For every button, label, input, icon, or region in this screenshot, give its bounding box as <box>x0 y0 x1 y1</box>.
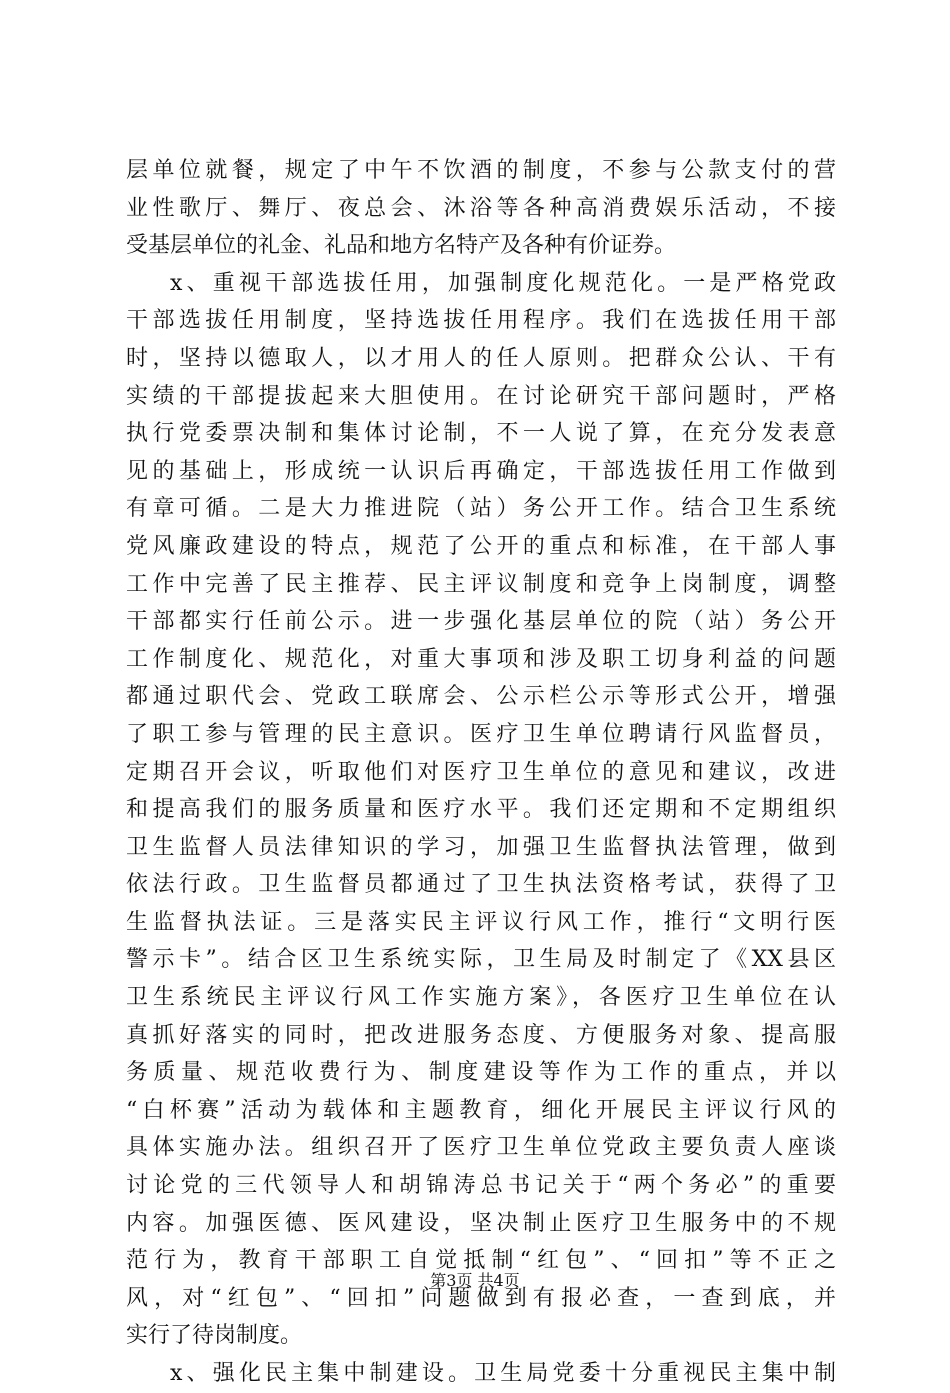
text-line: 依法行政。卫生监督员都通过了卫生执法资格考试，获得了卫 <box>126 872 836 898</box>
page-footer <box>0 1268 950 1291</box>
text-line: 实行了待岗制度。 <box>126 1323 303 1349</box>
page-number-label: 第3页 共4页 <box>430 1271 520 1290</box>
text-line: 内容。加强医德、医风建设，坚决制止医疗卫生服务中的不规 <box>126 1210 836 1236</box>
text-line: 工作中完善了民主推荐、民主评议制度和竞争上岗制度，调整 <box>126 571 836 597</box>
text-line: 讨论党的三代领导人和胡锦涛总书记关于“两个务必”的重要 <box>126 1173 836 1199</box>
text-line: 都通过职代会、党政工联席会、公示栏公示等形式公开，增强 <box>126 684 836 710</box>
text-line: 和提高我们的服务质量和医疗水平。我们还定期和不定期组织 <box>126 797 836 823</box>
text-line: 干部选拔任用制度，坚持选拔任用程序。我们在选拔任用干部 <box>126 308 836 334</box>
text-line: 干部都实行任前公示。进一步强化基层单位的院（站）务公开 <box>126 609 836 635</box>
text-line: 实绩的干部提拔起来大胆使用。在讨论研究干部问题时，严格 <box>126 383 836 409</box>
text-line: 见的基础上，形成统一认识后再确定，干部选拔任用工作做到 <box>126 458 836 484</box>
text-line: 务质量、规范收费行为、制度建设等作为工作的重点，并以 <box>126 1060 836 1086</box>
text-line: 执行党委票决制和集体讨论制，不一人说了算，在充分发表意 <box>126 421 836 447</box>
text-line: “白杯赛”活动为载体和主题教育，细化开展民主评议行风的 <box>126 1097 836 1123</box>
paragraph-start-line: x、强化民主集中制建设。卫生局党委十分重视民主集中制 <box>170 1361 836 1386</box>
text-line: 警示卡”。结合区卫生系统实际，卫生局及时制定了《XX县区 <box>126 947 836 973</box>
text-line: 党风廉政建设的特点，规范了公开的重点和标准，在干部人事 <box>126 533 836 559</box>
text-line: 生监督执法证。三是落实民主评议行风工作，推行“文明行医 <box>126 909 836 935</box>
paragraph-start-line: x、重视干部选拔任用，加强制度化规范化。一是严格党政 <box>170 270 836 296</box>
text-line: 卫生系统民主评议行风工作实施方案》，各医疗卫生单位在认 <box>126 985 836 1011</box>
text-line: 定期召开会议，听取他们对医疗卫生单位的意见和建议，改进 <box>126 759 836 785</box>
text-line: 风，对“红包”、“回扣”问题做到有报必查，一查到底，并 <box>126 1285 836 1311</box>
text-line: 受基层单位的礼金、礼品和地方名特产及各种有价证券。 <box>126 233 677 259</box>
text-line: 卫生监督人员法律知识的学习，加强卫生监督执法管理，做到 <box>126 834 836 860</box>
text-line: 工作制度化、规范化，对重大事项和涉及职工切身利益的问题 <box>126 646 836 672</box>
text-line: 有章可循。二是大力推进院（站）务公开工作。结合卫生系统 <box>126 496 836 522</box>
document-body <box>126 152 836 1393</box>
text-line: 了职工参与管理的民主意识。医疗卫生单位聘请行风监督员， <box>126 721 836 747</box>
text-line: 时，坚持以德取人，以才用人的任人原则。把群众公认、干有 <box>126 345 836 371</box>
text-line: 具体实施办法。组织召开了医疗卫生单位党政主要负责人座谈 <box>126 1135 836 1161</box>
text-line: 层单位就餐，规定了中午不饮酒的制度，不参与公款支付的营 <box>126 158 836 183</box>
text-line: 业性歌厅、舞厅、夜总会、沐浴等各种高消费娱乐活动，不接 <box>126 195 836 221</box>
text-line: 范行为，教育干部职工自觉抵制“红包”、“回扣”等不正之 <box>126 1248 836 1274</box>
text-line: 真抓好落实的同时，把改进服务态度、方便服务对象、提高服 <box>126 1022 836 1048</box>
